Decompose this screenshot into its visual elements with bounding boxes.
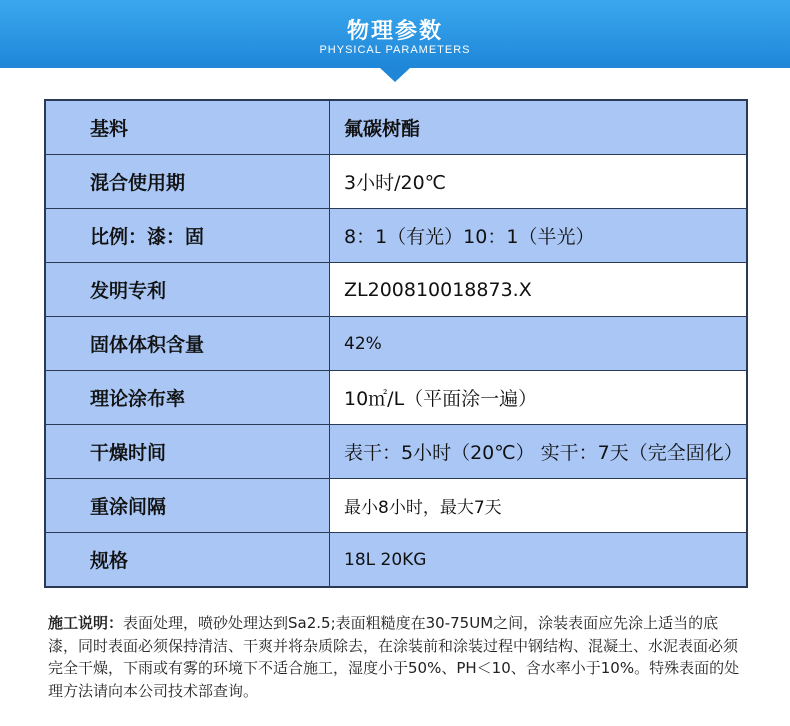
notes-label: 施工说明： <box>48 614 124 632</box>
table-row <box>45 317 747 371</box>
param-value: 最小8小时，最大7天 <box>330 479 748 533</box>
param-label: 理论涂布率 <box>45 371 330 425</box>
param-value: 42% <box>330 317 748 371</box>
banner-pointer <box>380 68 410 82</box>
parameters-table <box>44 99 748 588</box>
param-label: 比例：漆：固 <box>45 209 330 263</box>
section-title: 物理参数 <box>346 19 443 44</box>
param-label: 干燥时间 <box>45 425 330 479</box>
param-value: 3小时/20℃ <box>330 155 748 209</box>
param-label: 固体体积含量 <box>45 317 330 371</box>
table-row <box>45 533 747 588</box>
notes-text: 表面处理，喷砂处理达到Sa2.5;表面粗糙度在30-75UM之间，涂装表面应先涂上适当的底漆，同时表面必须保持清洁、干爽并将杂质除去，在涂装前和涂装过程中钢结构、混凝土、水泥表面必须完全干燥，下雨或有雾的环境下不适合施工，湿度小于50%、PH＜10、含水率小于10%。特殊表面的处理方法请向本公司技术部查询。 <box>48 614 740 700</box>
param-label: 基料 <box>45 100 330 155</box>
param-value: 8：1（有光）10：1（半光） <box>330 209 748 263</box>
table-row <box>45 425 747 479</box>
param-label: 混合使用期 <box>45 155 330 209</box>
param-value: 表干：5小时（20℃） 实干：7天（完全固化） <box>330 425 748 479</box>
table-row <box>45 371 747 425</box>
param-value: 18L 20KG <box>330 533 748 588</box>
table-row <box>45 155 747 209</box>
param-value: 氟碳树酯 <box>330 100 748 155</box>
construction-notes <box>48 612 748 702</box>
param-label: 重涂间隔 <box>45 479 330 533</box>
param-label: 规格 <box>45 533 330 588</box>
header-banner <box>0 0 790 68</box>
table-row <box>45 100 747 155</box>
param-value: ZL200810018873.X <box>330 263 748 317</box>
table-row <box>45 479 747 533</box>
param-value: 10㎡/L（平面涂一遍） <box>330 371 748 425</box>
section-subtitle: PHYSICAL PARAMETERS <box>319 44 471 56</box>
table-row <box>45 209 747 263</box>
param-label: 发明专利 <box>45 263 330 317</box>
table-row <box>45 263 747 317</box>
